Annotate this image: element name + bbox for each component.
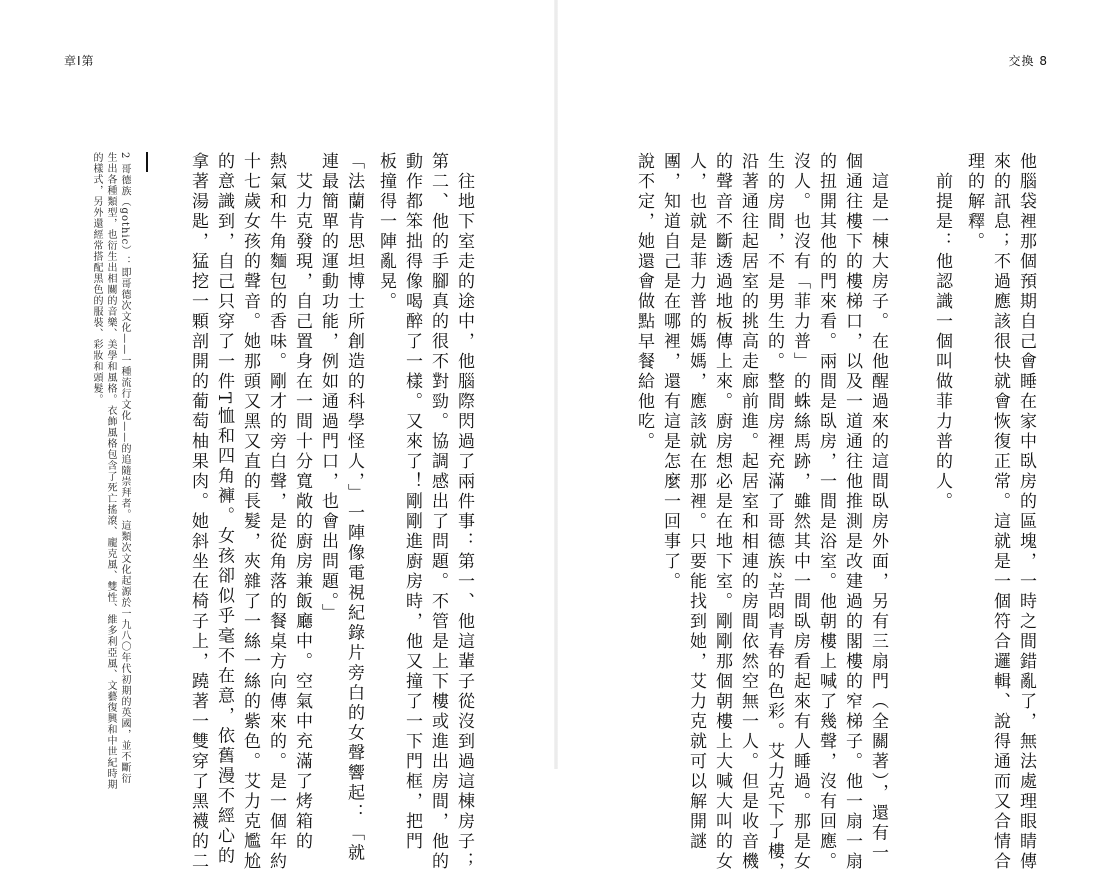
text-column: 前提是：他認識一個叫做菲力普的人。	[932, 172, 952, 512]
text-column: 的扭開其他的門來看。兩間是臥房，一間是浴室。他朝樓上喊了幾聲，沒有回應。	[816, 152, 836, 872]
text-column: 沿著通往起居室的挑高走廊前進。起居室和相連的房間依然空無一人。但是收音機	[738, 152, 758, 872]
footnote-line: 的樣式，另外還經常搭配黑色的服裝、彩妝和頭髮。	[91, 152, 102, 405]
text-column: 的聲音不斷透過地板傳上來。廚房想必是在地下室。剛剛那個朝樓上大喊大叫的女	[712, 152, 732, 872]
footnote-line: 生出各種類型，也衍生出相關的音樂、美學和風格。衣飾風格包含了死亡搖滾、龐克風、雙性、維多利亞風、文藝復興和中世紀時期	[105, 152, 116, 790]
text-column: 十七歲女孩的聲音。她那頭又黑又直的長髮，夾雜了一絲一絲的紫色。艾力克尷尬	[240, 152, 260, 872]
footnote-rule	[146, 152, 148, 172]
text-column: 來的訊息；不過應該很快就會恢復正常。這就是一個符合邏輯、說得通而又合情合	[990, 152, 1010, 872]
text-column: 熱氣和牛角麵包的香味。剛才的旁白聲，是從角落的餐桌方向傳來的。是一個年約	[266, 152, 286, 872]
text-column: 艾力克發現，自己置身在一間十分寬敞的廚房兼飯廳中。空氣中充滿了烤箱的	[292, 172, 312, 852]
left-page	[0, 0, 556, 872]
text-column: 他腦袋裡那個預期自己會睡在家中臥房的區塊，一時之間錯亂了，無法處理眼睛傳	[1016, 152, 1036, 872]
text-column: 說不定，她還會做點早餐給他吃。	[634, 152, 654, 452]
right-page	[556, 0, 1112, 882]
text-column: 動作都笨拙得像喝醉了一樣。又來了！剛剛進廚房時，他又撞了一下門框，把門	[402, 152, 422, 852]
text-column: 團，知道自己是在哪裡，還有這是怎麼一回事了。	[660, 152, 680, 592]
text-column: 個通往樓下的樓梯口，以及一道通往他推測是改建過的閣樓的窄梯子。他一扇一扇	[842, 152, 862, 872]
footnote-line: 2 哥德族（gothic）：即哥德次文化——一種流行文化——的追隨崇拜者。這類次文化起源於一九八〇年代初期的英國，並不斷衍	[119, 152, 130, 785]
text-column: 板撞得一陣亂晃。	[376, 152, 396, 312]
text-column: 的意識到，自己只穿了一件T恤和四角褲。女孩卻似乎毫不在意，依舊漫不經心的	[214, 152, 234, 867]
text-column: 沒人。也沒有「菲力普」的蛛絲馬跡，雖然其中一間臥房看起來有人睡過。那是女	[790, 152, 810, 872]
text-column: 第二、他的手腳真的很不對勁。協調感出了問題。不管是上下樓或進出房間，他的	[428, 152, 448, 872]
text-column: 往地下室走的途中，他腦際閃過了兩件事：第一、他這輩子從沒到過這棟房子；	[454, 172, 474, 872]
text-column: 理的解釋。	[964, 152, 984, 252]
text-column: 連最簡單的運動功能，例如通過門口，也會出問題。」	[318, 152, 338, 624]
left-page-header: 章I第	[64, 54, 95, 68]
right-page-header: 交換 8	[1008, 54, 1048, 68]
text-column: 這是一棟大房子。在他醒過來的這間臥房外面，另有三扇門（全關著），還有一	[868, 172, 888, 864]
text-column: 生的房間，不是男生的。整間房裡充滿了哥德族²苦悶青春的色彩。艾力克下了樓，	[764, 152, 784, 882]
text-column: 拿著湯匙，猛挖一顆剖開的葡萄柚果肉。她斜坐在椅子上，蹺著一雙穿了黑襪的二	[188, 152, 208, 872]
text-column: 人，也就是菲力普的媽媽，應該就在那裡。只要能找到她，艾力克就可以解開謎	[686, 152, 706, 852]
text-column: 「法蘭肯思坦博士所創造的科學怪人，」一陣像電視紀錄片旁白的女聲響起：「就	[344, 152, 364, 864]
